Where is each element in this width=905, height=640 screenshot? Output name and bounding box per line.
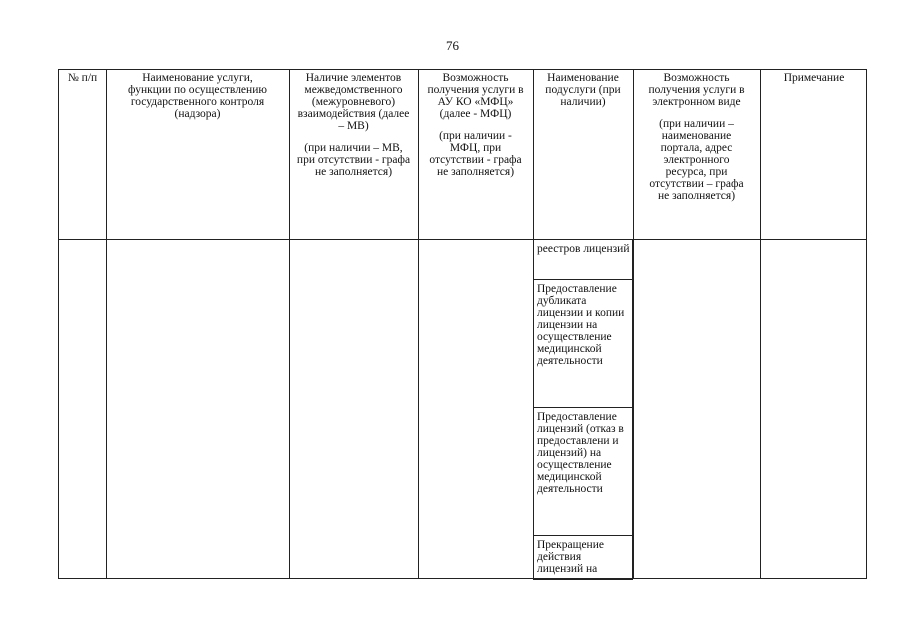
header-subservice-text: Наименование подуслуги (при наличии) [545, 72, 621, 108]
header-divider [59, 239, 866, 240]
header-interaction-note: (при наличии – МВ, при отсутствии - графа не заполняется) [296, 142, 411, 178]
subservice-item: Предоставление лицензий (отказ в предоставлени и лицензий) на осуществление медицинской деятельности [537, 411, 624, 495]
header-electronic-note: (при наличии – наименование портала, адрес электронного ресурса, при отсутствии – графа не заполняется) [649, 118, 744, 202]
header-note [760, 72, 868, 84]
header-number [59, 72, 106, 84]
subservice-item: Прекращение действия лицензий на [537, 539, 604, 575]
header-mfc-note: (при наличии - МФЦ, при отсутствии - графа не заполняется) [429, 130, 522, 178]
header-number-text: № п/п [67, 72, 98, 84]
header-interaction-text: Наличие элементов межведомственного (межуровневого) взаимодействия (далее – МВ) [297, 72, 410, 132]
column-divider [760, 70, 761, 578]
services-table [58, 69, 867, 579]
page-number: 76 [446, 38, 459, 53]
header-service-name-text: Наименование услуги, функции по осуществлению государственного контроля (надзора) [128, 72, 267, 120]
header-subservice [533, 72, 633, 108]
header-electronic-text: Возможность получения услуги в электронном виде [648, 72, 745, 108]
subservice-item: Предоставление дубликата лицензии и копии лицензии на осуществление медицинской деятельности [537, 283, 625, 367]
header-mfc-text: Возможность получения услуги в АУ КО «МФЦ» (далее - МФЦ) [427, 72, 524, 120]
column-divider [106, 70, 107, 578]
header-electronic [633, 72, 760, 202]
header-mfc [418, 72, 533, 178]
header-note-text: Примечание [783, 72, 845, 84]
header-service-name [106, 72, 289, 120]
subservice-item: реестров лицензий [537, 243, 630, 255]
header-interaction [289, 72, 418, 178]
